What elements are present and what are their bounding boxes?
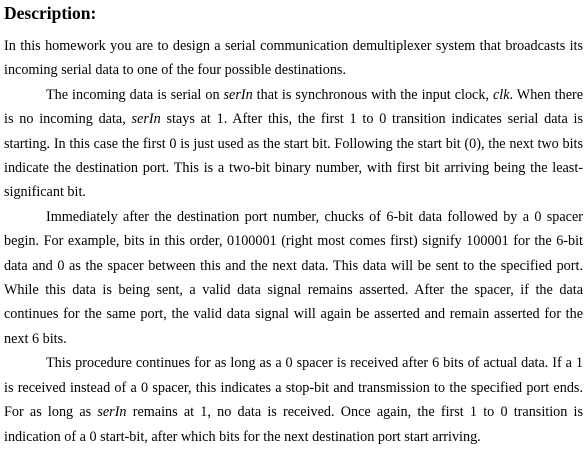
paragraph-text: stays at 1. After this, the first 1 to 0 transition indicates serial data is starting. In this case the first 0 is just used as the start bit. Following the start bit (0), the next two bits indicate the destination port. This is a two-bit binary number, with first bit arriving being the least-significant bit. xyxy=(4,111,583,201)
paragraph-intro xyxy=(4,34,583,83)
signal-name-serin: serIn xyxy=(223,86,253,103)
document xyxy=(4,0,583,449)
paragraph-procedure xyxy=(4,351,583,449)
paragraph-serial-input xyxy=(4,83,583,205)
paragraph-text: This procedure continues for as long as a 0 spacer is received after 6 bits of actual data. If a 1 is received instead of a 0 spacer, this indicates a stop-bit and transmission to the specified port ends. For as long as xyxy=(4,355,583,421)
paragraph-text: remains at 1, no data is received. Once again, the first 1 to 0 transition is indication of a 0 start-bit, after which bits for the next destination port start arriving. xyxy=(4,404,583,445)
signal-name-clk: clk xyxy=(492,86,510,103)
paragraph-text: The incoming data is serial on xyxy=(46,86,224,103)
paragraph-text: In this homework you are to design a serial communication demultiplexer system that broadcasts its incoming serial data to one of the four possible destinations. xyxy=(4,38,583,79)
paragraph-text: . When there is no incoming data, xyxy=(4,86,584,128)
paragraph-text: that is synchronous with the input clock, xyxy=(252,86,493,103)
signal-name-serin: serIn xyxy=(131,111,161,128)
paragraph-text: Immediately after the destination port number, chucks of 6-bit data followed by a 0 spacer begin. For example, bits in this order, 0100001 (right most comes first) signify 100001 for the 6-bit data and 0 as the spacer between this and the next data. This data will be sent to the specified port. While this data is being sent, a valid data signal remains asserted. After the spacer, if the data continues for the same port, the valid data signal will again be asserted and remain asserted for the next 6 bits. xyxy=(4,208,583,347)
section-heading: Description: xyxy=(4,3,97,23)
paragraph-data-chunks xyxy=(4,205,583,351)
signal-name-serin: serIn xyxy=(97,404,127,421)
